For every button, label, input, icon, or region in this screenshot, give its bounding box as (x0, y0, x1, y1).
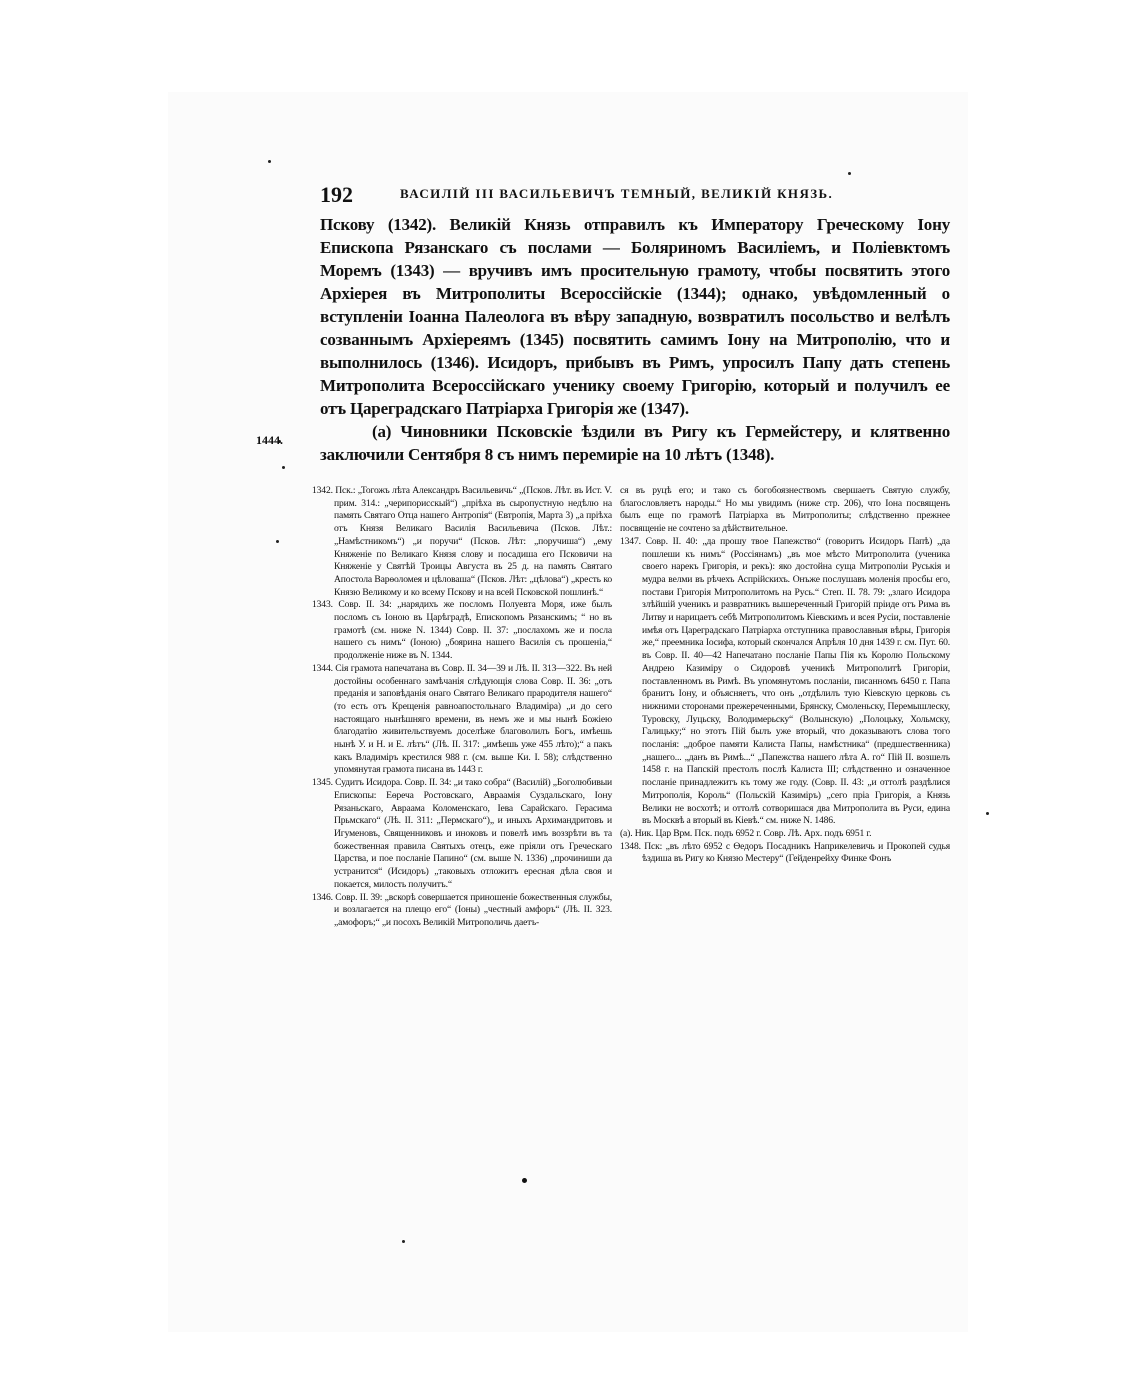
page-header (320, 182, 960, 208)
footnotes-left-column (312, 485, 612, 930)
footnotes-right-column (620, 485, 950, 866)
scan-speck (848, 172, 851, 175)
scan-speck (282, 466, 285, 469)
footnote: 1343. Совр. II. 34: „нарядихъ же посломъ Полуевта Моря, иже былъ посломъ съ Іоною въ Царѣградѣ, Епископомъ Рязанскимъ; “ но въ грамотѣ (см. ниже N. 1344) Совр. II. 37: „послахомъ же и посла нашего съ нимъ“ (Іоною) „боярина нашего Василія съ прошеніа,“ продолженіе ниже въ N. 1344. (312, 599, 612, 662)
footnote: 1345. Судитъ Исидора. Совр. II. 34: „и тако собра“ (Василій) „Боголюбивыи Епископы: Еѳреча Ростовскаго, Авраамія Суздальскаго, Іону Рязаньскаго, Авраама Коломенскаго, Іева Сарайскаго. Герасима Прьмскаго“ (Лѣ. II. 311: „Пермскаго“)„ и иныхъ Архимандритовъ и Игуменовъ, Священниковъ и иноковъ и повелѣ имъ воззрѣти въ та божественная правила Святыхъ отецъ, еже пріяли отъ Греческаго Царства, и пое посланіе Папино“ (см. выше N. 1336) „прочиниши да устранится“ (Исидоръ) „таковыхъ отложитъ ересная дѣла своя и покается, милость получитъ.“ (312, 777, 612, 890)
footnote: 1347. Совр. II. 40: „да прошу твое Папежство“ (говоритъ Исидоръ Папѣ) „да пошлеши къ нимъ“ (Россіянамъ) „въ мое мѣсто Митрополита (ученика своего нарекъ Григорія, и рекъ): яко достойна суща Митрополіи Руськія и мудра велми въ рѣчехъ Аспрійскихъ. Онъже послушавъ моленія просбы его, постави Григорія Митрополитомъ на Русь.“ Степ. II. 78. 79: „злаго Исидора злѣйшій ученикъ и развратникъ вышереченный Григорій пріиде отъ Рима въ Литву и нарицаетъ себѣ Митрополитомъ Кіевскимъ и всея Русіи, поставленіе имѣя отъ Цареградскаго Патріарха отступника православныя вѣры, Григорія же,“ преемника Іосифа, который скончался Апрѣля 10 дня 1439 г. см. Пут. 60. въ Совр. II. 40—42 Напечатано посланіе Папы Пія къ Королю Польскому Андрею Казиміру о Сидоровѣ ученикѣ Митрополитѣ Григоріи, поставленномъ въ Римѣ. Въ упомянутомъ посланіи, писанномъ 6450 г. Папа бранитъ Іону, и объясняетъ, что онъ „отдѣлилъ тую Кіевскую церковь съ нижними сторонами прежереченными, Брянску, Смоленьску, Перемышлеску, Туровску, Луцьску, Володимерьску“ (Волынскую) „Полоцьку, Хольмску, Галицьку;“ но этотъ Пій былъ уже вторый, что доказываютъ слова того посланія: „доброе памяти Калиста Папы, намѣстника“ (предшественника) „нашего... „данъ въ Римѣ...“ „Папежства нашего лѣта А. го“ Пій II. возшелъ 1458 г. на Папскій престолъ послѣ Калиста III; слѣдственно и означенное посланіе принадлежитъ къ тому же году. (Совр. II. 43: „и оттолѣ раздѣлися Митрополія, Король“ (Польскій Казиміръ) „сего пріа Григорія, а Князь Велики не восхотѣ; и оттолѣ сотворишася два Митрополита въ Руси, едина въ Москвѣ а вторый въ Кіевѣ.“ см. ниже N. 1486. (620, 535, 950, 827)
scan-speck (986, 812, 989, 815)
margin-year: 1444. (256, 433, 283, 447)
scan-speck (276, 540, 279, 543)
footnote: (а). Ник. Цар Врм. Пск. подъ 6952 г. Совр. Лѣ. Арх. подъ 6951 г. (620, 827, 872, 839)
footnote: 1344. Сія грамота напечатана въ Совр. II. 34—39 и Лѣ. II. 313—322. Въ ней достойны особеннаго замѣчанія слѣдующія слова Совр. II. 36: „отъ преданія и заповѣданія онаго Святаго Великаго прародителя нашего“ (то есть отъ Крещенія равноапостольнаго Владиміра) „и до сего настоящаго нынѣшняго времени, въ немъ же и мы нынѣ Божіею благодатію живительствуемъ доселѣже благоволилъ Богъ, имѣешь нынѣ У. и Н. и Е. лѣтъ“ (Лѣ. II. 317: „имѣешь уже 455 лѣто);“ а пакъ какъ Владиміръ крестился 988 г. (см. выше Ки. I. 58); слѣдственно упомянутая грамота писана въ 1443 г. (312, 662, 612, 776)
footnote: 1348. Пск: „въ лѣто 6952 с Ѳедоръ Посадникъ Наприкелевичь и Прокопей судья ѣздиша въ Ригу ко Князю Местеру“ (Гейденрейху Финке Фонъ (620, 840, 950, 865)
ink-dot (522, 1178, 527, 1183)
page-number: 192 (320, 182, 353, 207)
scan-speck (268, 160, 271, 163)
footnote-continuation: ся въ руцѣ его; и тако съ богобоязнествомъ свершаетъ Святую службу, благословляетъ народы.“ Но мы увидимъ (ниже стр. 206), что Іона посвященъ былъ еще по грамотѣ Патріарха въ Митрополиты; слѣдственно прежнее посвященіе не сочтено за дѣйствительное. (620, 485, 950, 535)
main-paragraph: (а) Чиновники Псковскіе ѣздили въ Ригу къ Гермейстеру, и клятвенно заключили Сентября 8 съ нимъ перемиріе на 10 лѣтъ (1348). (320, 422, 950, 464)
main-paragraph: Пскову (1342). Великій Князь отправилъ къ Императору Греческому Іону Епископа Рязанскаго съ послами — Боляриномъ Василіемъ, и Поліевктомъ Моремъ (1343) — вручивъ имъ просительную грамоту, чтобы посвятить этого Архіерея въ Митрополиты Всероссійскіе (1344); однако, увѣдомленный о вступленіи Іоанна Палеолога въ вѣру западную, возвратилъ посольство и велѣлъ созваннымъ Архіереямъ (1345) посвятить самимъ Іону на Митрополію, что и выполнилось (1346). Исидоръ, прибывъ въ Римъ, упросилъ Папу дать степень Митрополита Всероссійскаго ученику своему Григорію, который и получилъ ее отъ Цареградскаго Патріарха Григорія же (1347). (320, 215, 950, 418)
footnote: 1342. Пск.: „Тогожъ лѣта Александръ Васильевичь“ „(Псков. Лѣт. въ Ист. V. прим. 314.: „черипорисскый“) „пріѣха въ сыропустную недѣлю на память Святаго Отца нашего Антропія“ (Евтропія, Марта 3) „а пріѣха отъ Князя Великаго Василія Васильевича (Псков. Лѣт.: „Намѣстникомъ“) „и поручи“ (Псков. Лѣт: „поручиша“) „ему Княженіе по Великаго Князя слову и посадиша его Псковичи на Княженіе у Святѣй Троицы Августа въ 25 д. на память Святаго Апостола Варѳоломея и цѣловаша“ (Псков. Лѣт: „цѣлова“) „кресть ко Князю Великому и ко всему Пскову и на всей Псковской пошлинѣ.“ (312, 485, 612, 598)
running-head: ВАСИЛІЙ III ВАСИЛЬЕВИЧЪ ТЕМНЫЙ, ВЕЛИКІЙ КНЯЗЬ. (400, 186, 834, 201)
main-text (320, 213, 950, 466)
footnote: 1346. Совр. II. 39: „вскорѣ совершается приношеніе божественныя службы, и возлагается на плещо его“ (Іоны) „честный амфоръ“ (Лѣ. II. 323. „амофоръ;“ „и посохъ Великій Митрополичь даетъ- (312, 891, 612, 928)
scan-speck (402, 1240, 405, 1243)
